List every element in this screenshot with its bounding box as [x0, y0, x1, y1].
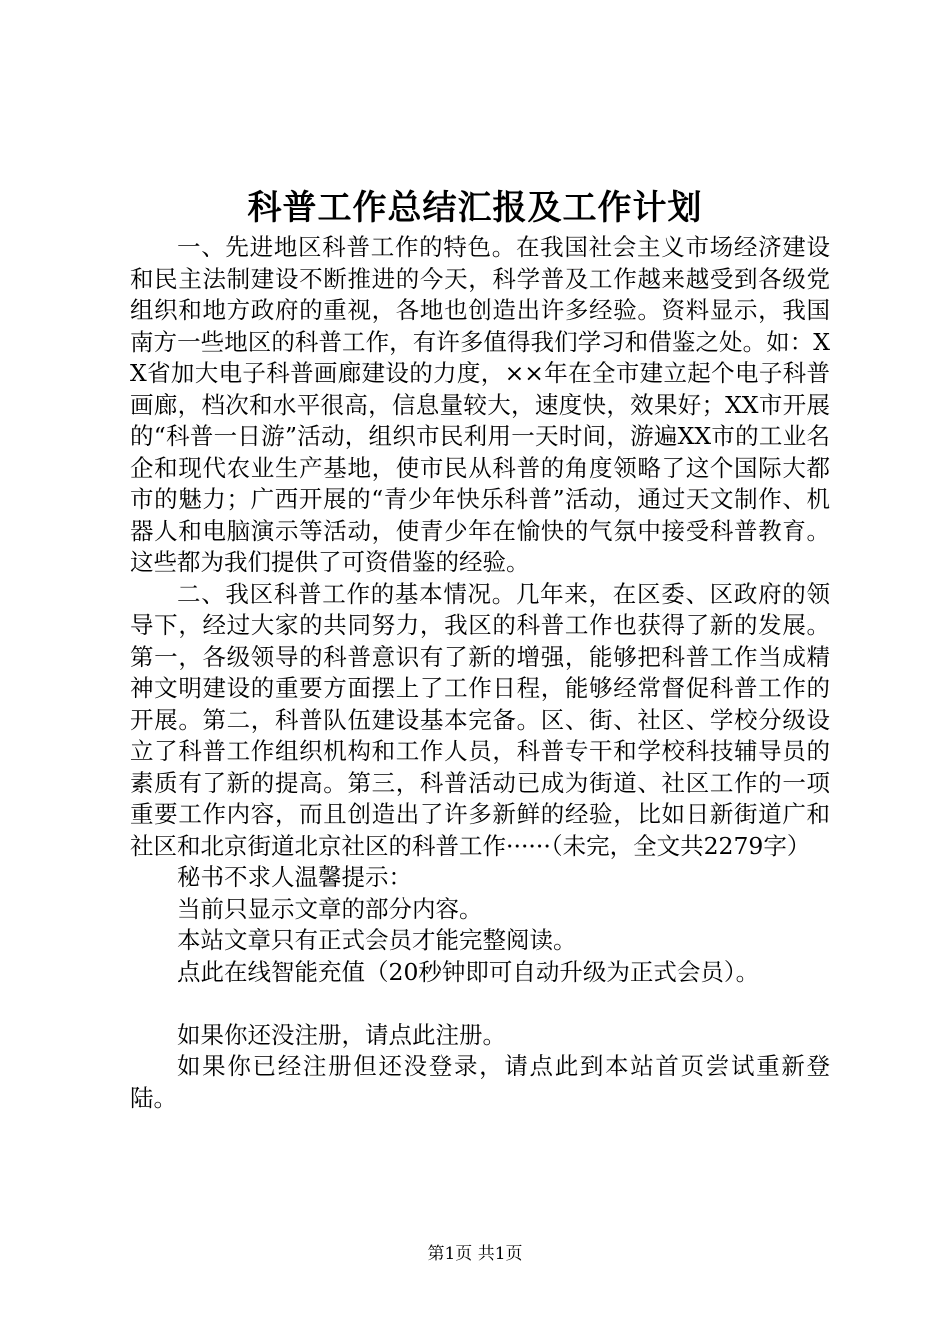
login-link[interactable]: 如果你已经注册但还没登录，请点此到本站首页尝试重新登陆。	[130, 1052, 830, 1112]
page-footer: 第1页 共1页	[427, 1244, 523, 1264]
document-body	[130, 232, 830, 1114]
notice-heading: 秘书不求人温馨提示：	[177, 863, 412, 891]
notice-members-only: 本站文章只有正式会员才能完整阅读。	[177, 926, 577, 954]
paragraph-district-situation: 二、我区科普工作的基本情况。几年来，在区委、区政府的领导下，经过大家的共同努力，我区的科普工作也获得了新的发展。第一，各级领导的科普意识有了新的增强，能够把科普工作当成精神文明建设的重要方面摆上了工作日程，能够经常督促科普工作的开展。第二，科普队伍建设基本完备。区、街、社区、学校分级设立了科普工作组织机构和工作人员，科普专干和学校科技辅导员的素质有了新的提高。第三，科普活动已成为街道、社区工作的一项重要工作内容，而且创造出了许多新鲜的经验，比如日新街道广和社区和北京街道北京社区的科普工作······（未完，全文共2279字）	[130, 579, 830, 860]
register-link[interactable]: 如果你还没注册，请点此注册。	[177, 1020, 506, 1049]
recharge-link[interactable]: 点此在线智能充值（20秒钟即可自动升级为正式会员）。	[177, 957, 760, 986]
notice-partial-content: 当前只显示文章的部分内容。	[177, 894, 483, 923]
document-title: 科普工作总结汇报及工作计划	[247, 188, 703, 228]
paragraph-advanced-regions: 一、先进地区科普工作的特色。在我国社会主义市场经济建设和民主法制建设不断推进的今天，科学普及工作越来越受到各级党组织和地方政府的重视，各地也创造出许多经验。资料显示，我国南方一些地区的科普工作，有许多值得我们学习和借鉴之处。如：XX省加大电子科普画廊建设的力度，××年在全市建立起个电子科普画廊，档次和水平很高，信息量较大，速度快，效果好；XX市开展的“科普一日游”活动，组织市民利用一天时间，游遍XX市的工业名企和现代农业生产基地，使市民从科普的角度领略了这个国际大都市的魅力；广西开展的“青少年快乐科普”活动，通过天文制作、机器人和电脑演示等活动，使青少年在愉快的气氛中接受科普教育。这些都为我们提供了可资借鉴的经验。	[130, 233, 830, 576]
blank-line	[130, 988, 830, 1020]
